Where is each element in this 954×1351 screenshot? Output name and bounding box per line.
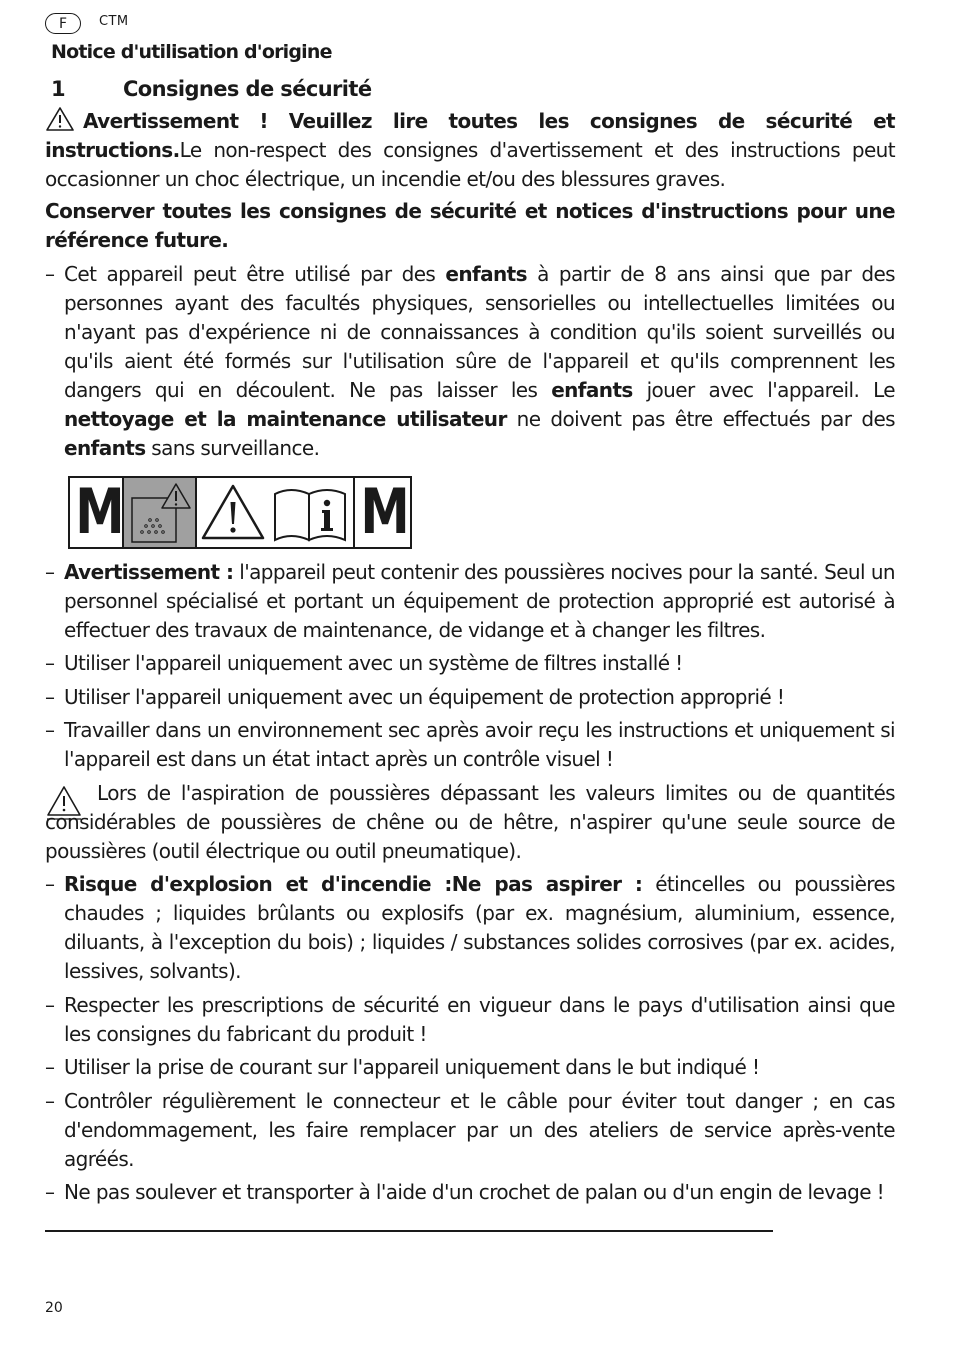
safety-pictogram-strip [68, 476, 412, 549]
bullet-text: jouer avec l'appareil. Le [632, 378, 895, 402]
list-item-protective-equipment [45, 683, 895, 712]
warning-triangle-icon [45, 106, 75, 132]
list-item-explosion-risk [45, 870, 895, 986]
bullet-dash: – [45, 718, 55, 742]
bullet-text: Utiliser la prise de courant sur l'appareil uniquement dans le but indiqué ! [64, 1055, 760, 1079]
bullet-bold: enfants [445, 262, 527, 286]
bullet-dash: – [45, 872, 55, 896]
bullet-text: Respecter les prescriptions de sécurité en vigueur dans le pays d'utilisation ainsi que les consignes du fabricant du produit ! [64, 993, 895, 1046]
bullet-bold: Risque d'explosion et d'incendie :Ne pas aspirer : [64, 872, 643, 896]
warning-triangle-icon [197, 478, 269, 547]
dust-limit-warning: Lors de l'aspiration de poussières dépassant les valeurs limites ou de quantités considérables de poussières de chêne ou de hêtre, n'aspirer qu'une seule source de poussières (outil électrique ou outil pneumatique). [45, 781, 895, 863]
list-item-dry-environment [45, 716, 895, 774]
list-item-cable-check [45, 1087, 895, 1174]
bullet-text: étincelles ou poussières chaudes ; liquides brûlants ou explosifs (par ex. magnésium, aluminium, essence, diluants, à l'exception du bois) ; liquides / substances solides corrosives (par ex. acides, lessives, solvants). [64, 872, 895, 983]
bullet-text: Cet appareil peut être utilisé par des [64, 262, 446, 286]
intro-warning-paragraph [45, 106, 895, 194]
list-item-filter-system [45, 649, 895, 678]
bullet-text: Ne pas soulever et transporter à l'aide d'un crochet de palan ou d'un engin de levage ! [64, 1180, 885, 1204]
bullet-text: à partir de 8 ans ainsi que par des personnes ayant des facultés physiques, sensorielles ou intellectuelles limitées ou n'ayant pas d'expérience ni de connaissances à condition qu'ils soient surveillés ou qu'ils aient été formés sur l'utilisation sûre de l'appareil et qu'ils comprennent les dangers qui en découlent. Ne pas laisser les [64, 262, 895, 402]
list-item-children [45, 260, 895, 463]
page-number: 20 [45, 1300, 63, 1316]
model-name: CTM [99, 14, 129, 29]
notice-title: Notice d'utilisation d'origine [51, 41, 332, 63]
bullet-text: Utiliser l'appareil uniquement avec un système de filtres installé ! [64, 651, 683, 675]
intro-warning-bold: Avertissement ! Veuillez lire toutes les consignes de sécurité et instructions. [45, 109, 895, 162]
bullet-text: Contrôler régulièrement le connecteur et le câble pour éviter tout danger ; en cas d'endommagement, les faire remplacer par un des ateliers de service après-vente agréés. [64, 1089, 895, 1171]
bullet-dash: – [45, 1180, 55, 1204]
section-number: 1 [51, 77, 66, 101]
keep-instructions: Conserver toutes les consignes de sécurité et notices d'instructions pour une référence future. [45, 199, 895, 252]
bullet-bold: enfants [551, 378, 633, 402]
list-item-safety-regulations [45, 991, 895, 1049]
dust-class-letter: M [75, 475, 122, 548]
bullet-dash: – [45, 262, 55, 286]
bullet-text: sans surveillance. [145, 436, 320, 460]
bullet-text: Travailler dans un environnement sec après avoir reçu les instructions et uniquement si l'appareil est dans un état intact après un contrôle visuel ! [64, 718, 895, 771]
list-item-dust-warning [45, 558, 895, 645]
bullet-text: Utiliser l'appareil uniquement avec un équipement de protection approprié ! [64, 685, 785, 709]
bullet-bold: enfants [64, 436, 146, 460]
bullet-text: l'appareil peut contenir des poussières nocives pour la santé. Seul un personnel spécialisé et portant un équipement de protection approprié est autorisé à effectuer des travaux de maintenance, de vidange et à changer les filtres. [64, 560, 895, 642]
bullet-dash: – [45, 560, 55, 584]
intro-warning-text: Le non-respect des consignes d'avertissement et des instructions peut occasionner un choc électrique, un incendie et/ou des blessures graves. [45, 138, 895, 191]
bullet-dash: – [45, 651, 55, 675]
dust-class-letter: M [360, 475, 407, 548]
bullet-text: ne doivent pas être effectués par des [506, 407, 895, 431]
dust-class-m-left [70, 475, 124, 548]
bullet-bold: nettoyage et la maintenance utilisateur [64, 407, 507, 431]
bullet-bold: Avertissement : [64, 560, 234, 584]
bullet-dash: – [45, 993, 55, 1017]
list-item-power-socket [45, 1053, 895, 1082]
bullet-dash: – [45, 685, 55, 709]
language-badge: F [45, 13, 81, 34]
list-item-no-crane [45, 1178, 895, 1207]
bullet-dash: – [45, 1055, 55, 1079]
section-title: Consignes de sécurité [123, 77, 372, 101]
dust-class-m-right [355, 475, 409, 548]
bullet-dash: – [45, 1089, 55, 1113]
dust-warning-icon [124, 478, 197, 547]
footer-rule [45, 1230, 773, 1232]
read-manual-icon [269, 478, 355, 547]
